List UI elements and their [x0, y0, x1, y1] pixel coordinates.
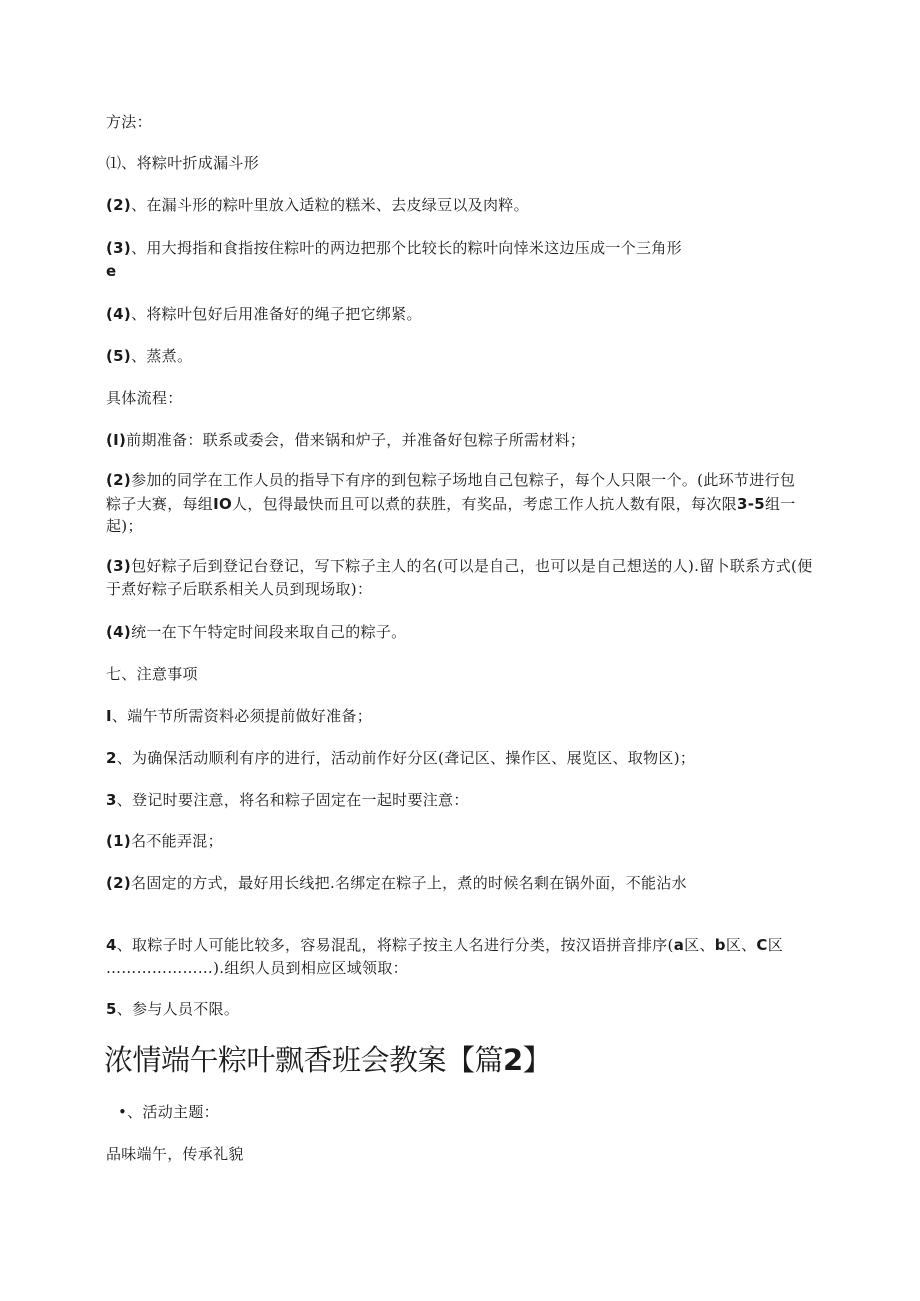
step-3	[106, 236, 816, 260]
text: 、登记时要注意，将名和粽子固定在一起时要注意：	[116, 791, 469, 809]
note-4-line-2	[106, 956, 816, 980]
text: 、在漏斗形的粽叶里放入适粒的糕米、去皮绿豆以及肉粹。	[131, 196, 529, 214]
heading-bracket: 】	[522, 1043, 552, 1077]
step-number: (2)	[106, 471, 132, 489]
text: 、蒸煮。	[131, 347, 193, 365]
activity-theme-label	[118, 1100, 828, 1124]
text: 起)；	[106, 517, 143, 535]
step-number: 3	[106, 791, 117, 809]
process-1	[106, 428, 816, 452]
text: 名不能弄混；	[131, 832, 223, 850]
text: 组一	[764, 495, 796, 513]
text: 、取粽子时人可能比较多，容易混乱，将粽子按主人名进行分类，按汉语拼音排序(	[116, 936, 674, 954]
step-number: (3)	[106, 239, 132, 257]
step-number: (1)	[106, 832, 132, 850]
number: IO	[213, 495, 233, 513]
step-number: (3)	[106, 557, 132, 575]
process-4	[106, 620, 816, 644]
note-4	[106, 933, 816, 957]
section-heading-part-2	[104, 1040, 551, 1080]
text: 于煮好粽子后联系相关人员到现场取)：	[106, 580, 373, 598]
text: 、端午节所需资料必须提前做好准备；	[111, 707, 372, 725]
step-number: (I)	[106, 431, 127, 449]
text: …………………).组织人员到相应区域领取：	[106, 959, 408, 977]
zone-letter: C	[756, 936, 768, 954]
note-3-sub-2	[106, 871, 816, 895]
text: 方法：	[106, 113, 152, 131]
step-2	[106, 193, 816, 217]
step-number: (2)	[106, 196, 132, 214]
heading-number: 2	[503, 1043, 523, 1077]
text: e	[106, 262, 117, 280]
text: 人，包得最快而且可以煮的获胜，有奖品，考虑工作人抗人数有限，每次限	[232, 495, 737, 513]
step-number: (5)	[106, 347, 132, 365]
text: 参加的同学在工作人员的指导下有序的到包粽子场地自己包粽子，每个人只限一个。(此环节进行包	[131, 471, 796, 489]
text: 前期准备：联系或委会，借来锅和炉子，并准备好包粽子所需材料；	[126, 431, 586, 449]
step-5	[106, 344, 816, 368]
note-3-sub-1	[106, 829, 816, 853]
text: ⑴、将粽叶折成漏斗形	[106, 154, 260, 172]
activity-theme-value	[106, 1142, 816, 1166]
note-1	[106, 704, 816, 728]
step-1	[106, 151, 816, 175]
note-2	[106, 746, 816, 770]
number: 3-5	[736, 495, 765, 513]
step-number: 2	[106, 749, 117, 767]
text: 区、	[684, 936, 715, 954]
zone-letter: b	[714, 936, 726, 954]
text: 品味端午，传承礼貌	[106, 1145, 244, 1163]
heading-text: 浓情端午粽叶飘香班会教案【篇	[104, 1043, 504, 1077]
note-5	[106, 997, 816, 1021]
step-number: (2)	[106, 874, 132, 892]
step-number: 5	[106, 1000, 117, 1018]
text: 、为确保活动顺利有序的进行，活动前作好分区(聋记区、操作区、展览区、取物区)；	[116, 749, 696, 767]
text: •、活动主题：	[118, 1103, 219, 1121]
text: 具体流程：	[106, 389, 183, 407]
step-number: (4)	[106, 305, 132, 323]
section-label-process	[106, 386, 816, 410]
text: 粽子大赛，每组	[106, 495, 214, 513]
text: 、用大拇指和食指按住粽叶的两边把那个比较长的粽叶向悻米这边压成一个三角形	[131, 239, 682, 257]
step-4	[106, 302, 816, 326]
text: 区	[767, 936, 784, 954]
text: 名固定的方式，最好用长线把.名绑定在粽子上，煮的时候名剩在锅外面，不能沾水	[131, 874, 687, 892]
section-label-method	[106, 110, 816, 134]
text: 、将粽叶包好后用准备好的绳子把它绑紧。	[131, 305, 422, 323]
text: 统一在下午特定时间段来取自己的粽子。	[131, 623, 407, 641]
text: 包好粽子后到登记台登记，写下粽子主人的名(可以是自己，也可以是自己想送的人).留卜联系方式(便	[131, 557, 813, 575]
step-3-continuation	[106, 259, 816, 283]
process-2	[106, 468, 816, 492]
process-2-line-2	[106, 492, 816, 516]
process-3	[106, 554, 816, 578]
note-3	[106, 788, 816, 812]
text: 七、注意事项	[106, 665, 198, 683]
section-heading-notes	[106, 662, 816, 686]
step-number: I	[106, 707, 112, 725]
zone-letter: a	[673, 936, 685, 954]
process-3-line-2	[106, 577, 816, 601]
process-2-line-3	[106, 514, 816, 538]
step-number: (4)	[106, 623, 132, 641]
text: 、参与人员不限。	[116, 1000, 240, 1018]
text: 区、	[725, 936, 757, 954]
step-number: 4	[106, 936, 117, 954]
